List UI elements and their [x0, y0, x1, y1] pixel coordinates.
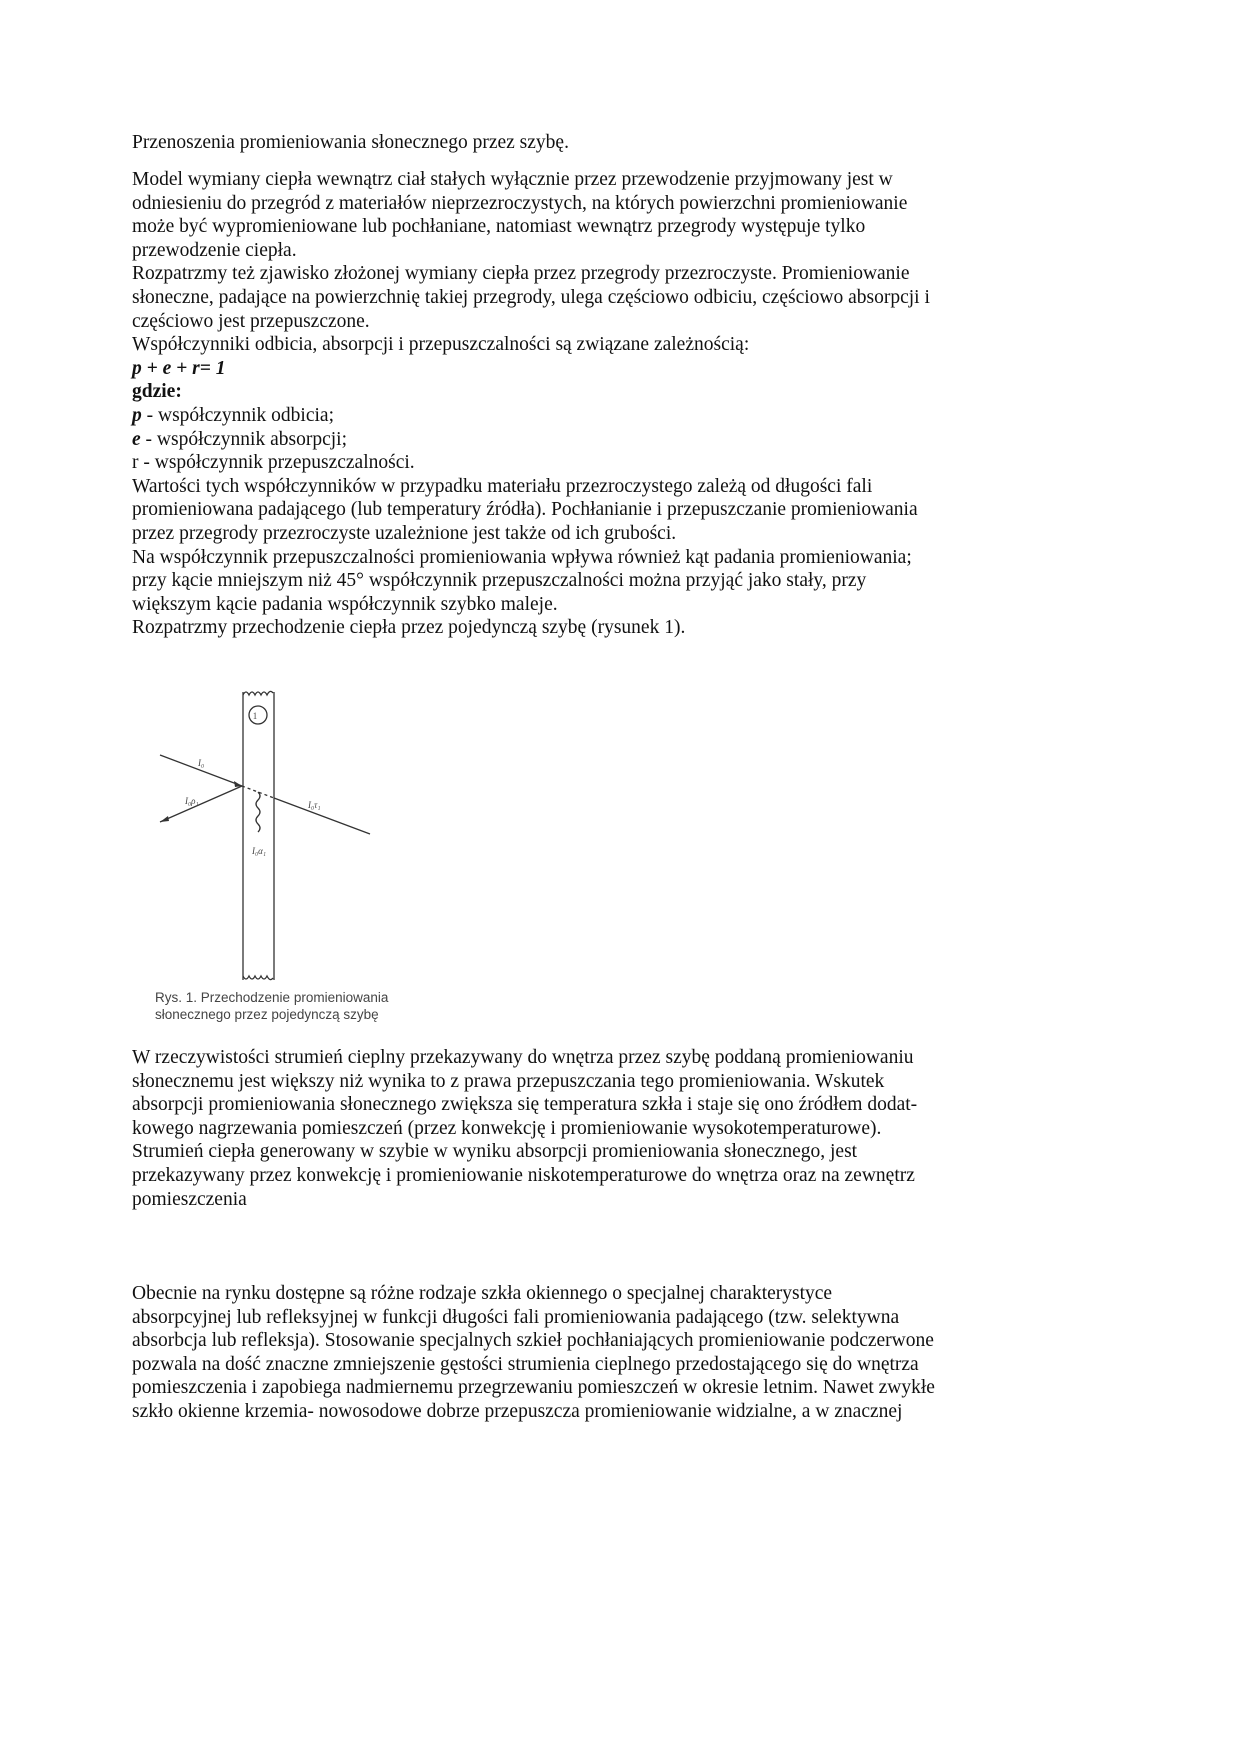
text-line: przekazywany przez konwekcję i promieniowanie niskotemperaturowe do wnętrza oraz na zewnętrz	[132, 1164, 915, 1186]
text-line: Model wymiany ciepła wewnątrz ciał stałych wyłącznie przez przewodzenie przyjmowany jest w	[132, 169, 893, 190]
absorbed-label: I₀α₁	[252, 846, 266, 856]
text-line: szkło okienne krzemia- nowosodowe dobrze przepuszcza promieniowanie widzialne, a w znacznej	[132, 1400, 903, 1422]
paragraph-intro	[132, 168, 1112, 640]
text-line: większym kącie padania współczynnik szybko maleje.	[132, 593, 558, 615]
reflected-ray	[160, 786, 242, 822]
text-line: Współczynniki odbicia, absorpcji i przepuszczalności są związane zależnością:	[132, 334, 750, 356]
figure-caption	[155, 989, 388, 1023]
caption-line: Rys. 1. Przechodzenie promieniowania	[155, 990, 389, 1005]
text-line: odniesieniu do przegród z materiałów nieprzezroczystych, na których powierzchni promieniowanie	[132, 192, 908, 214]
text-line: słonecznemu jest większy niż wynika to z prawa przepuszczania tego promieniowania. Wskutek	[132, 1070, 885, 1092]
text-line: przewodzenie ciepła.	[132, 239, 297, 261]
where-label: gdzie:	[132, 381, 182, 403]
transmitted-label: I₀τ₁	[308, 800, 321, 810]
text-line: Obecnie na rynku dostępne są różne rodzaje szkła okiennego o specjalnej charakterystyce	[132, 1283, 833, 1304]
definition-r	[132, 451, 1112, 475]
paragraph-special-glass	[132, 1282, 1112, 1424]
text-line: kowego nagrzewania pomieszczeń (przez konwekcję i promieniowanie wysokotemperaturowe).	[132, 1117, 882, 1139]
definition-p	[132, 404, 1112, 428]
text-line: może być wypromieniowane lub pochłaniane, natomiast wewnątrz przegrody występuje tylko	[132, 216, 866, 238]
paragraph-heat-flux	[132, 1046, 1112, 1211]
text-line: absorpcyjnej lub refleksyjnej w funkcji długości fali promieniowania padającego (tzw. selektywna	[132, 1306, 900, 1328]
text-line: pozwala na dość znaczne zmniejszenie gęstości strumienia cieplnego przedostającego się do wnętrza	[132, 1353, 919, 1375]
text-line: przez przegrody przezroczyste uzależnione jest także od ich grubości.	[132, 522, 677, 544]
transmitted-ray	[274, 798, 370, 834]
symbol: e	[132, 428, 141, 450]
number-circle	[249, 706, 267, 724]
text-line: promieniowana padającego (lub temperatury źródła). Pochłanianie i przepuszczanie promieniowania	[132, 499, 918, 521]
text-line: Rozpatrzmy też zjawisko złożonej wymiany ciepła przez przegrody przezroczyste. Promieniowanie	[132, 263, 910, 285]
figure-number: 1	[252, 711, 258, 721]
text-line: pomieszczenia i zapobiega nadmiernemu przegrzewaniu pomieszczeń w okresie letnim. Nawet zwykłe	[132, 1377, 935, 1399]
definition-text: - współczynnik przepuszczalności.	[138, 452, 415, 474]
text-line: pomieszczenia	[132, 1188, 247, 1210]
incident-label: I₀	[198, 758, 205, 768]
definition-e	[132, 428, 1112, 452]
symbol: p	[132, 404, 142, 426]
break-line-bottom	[243, 976, 273, 980]
definition-text: - współczynnik odbicia;	[141, 404, 334, 426]
formula: p + e + r= 1	[132, 357, 226, 379]
document-title: Przenoszenia promieniowania słonecznego przez szybę.	[132, 132, 569, 153]
text-line: przy kącie mniejszym niż 45° współczynnik przepuszczalności można przyjąć jako stały, przy	[132, 570, 867, 592]
text-line: Strumień ciepła generowany w szybie w wyniku absorpcji promieniowania słonecznego, jest	[132, 1141, 858, 1163]
text-line: słoneczne, padające na powierzchnię takiej przegrody, ulega częściowo odbiciu, częściowo absorpcji i	[132, 286, 930, 308]
text-line: Rozpatrzmy przechodzenie ciepła przez pojedynczą szybę (rysunek 1).	[132, 617, 686, 639]
text-line: W rzeczywistości strumień cieplny przekazywany do wnętrza przez szybę poddaną promieniowaniu	[132, 1047, 914, 1068]
text-line: Wartości tych współczynników w przypadku materiału przezroczystego zależą od długości fali	[132, 475, 873, 497]
text-line: absorbcja lub refleksja). Stosowanie specjalnych szkieł pochłaniających promieniowanie podczerwone	[132, 1330, 934, 1352]
absorption-wave	[256, 792, 260, 832]
text-line: Na współczynnik przepuszczalności promieniowania wpływa również kąt padania promieniowania;	[132, 546, 912, 568]
figure-glass-pane-diagram	[150, 680, 390, 990]
break-line-top	[243, 691, 273, 695]
definition-text: - współczynnik absorpcji;	[140, 428, 347, 450]
text-line: częściowo jest przepuszczone.	[132, 310, 370, 332]
reflected-label: I₀ρ₁	[185, 796, 199, 806]
caption-line: słonecznego przez pojedynczą szybę	[155, 1007, 379, 1022]
text-line: absorpcji promieniowania słonecznego zwiększa się temperatura szkła i staje się ono źródłem dodat-	[132, 1094, 918, 1116]
symbol: r	[132, 452, 139, 474]
